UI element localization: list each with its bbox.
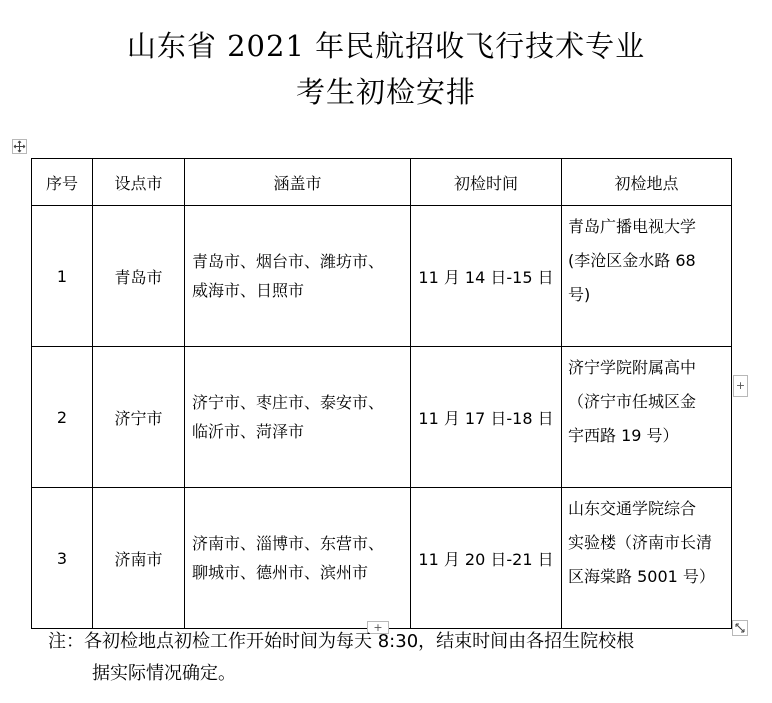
cell-inspection-time: 11 月 17 日-18 日 [411, 347, 562, 488]
cell-serial-no: 1 [32, 206, 93, 347]
cell-inspection-time: 11 月 20 日-21 日 [411, 488, 562, 629]
footnote-line-1: 注：各初检地点初检工作开始时间为每天 8:30，结束时间由各招生院校根 [48, 631, 635, 652]
table-row [32, 488, 732, 629]
header-serial-no: 序号 [32, 159, 93, 206]
header-site-city: 设点市 [93, 159, 185, 206]
location-line: 号) [568, 285, 591, 304]
location-line: 山东交通学院综合 [568, 499, 697, 518]
inspection-schedule-table [31, 158, 732, 629]
cell-inspection-time: 11 月 14 日-15 日 [411, 206, 562, 347]
location-line: 实验楼（济南市长清 [568, 533, 713, 552]
cell-covered-cities [185, 206, 411, 347]
table-row [32, 206, 732, 347]
cell-site-city: 济南市 [93, 488, 185, 629]
move-icon [13, 140, 26, 153]
cell-site-city: 青岛市 [93, 206, 185, 347]
location-line: 宇西路 19 号） [568, 426, 679, 445]
cell-serial-no: 2 [32, 347, 93, 488]
document-title-line-2: 考生初检安排 [295, 75, 476, 109]
location-line: （济宁市任城区金 [568, 392, 697, 411]
covered-line: 青岛市、烟台市、潍坊市、 [192, 252, 385, 271]
cell-covered-cities [185, 488, 411, 629]
covered-line: 济南市、淄博市、东营市、 [192, 534, 385, 553]
location-line: (李沧区金水路 68 [568, 251, 696, 270]
location-line: 青岛广播电视大学 [568, 217, 697, 236]
cell-inspection-location [562, 347, 732, 488]
table-row [32, 347, 732, 488]
location-line: 济宁学院附属高中 [568, 358, 697, 377]
header-inspection-location: 初检地点 [562, 159, 732, 206]
cell-inspection-location [562, 206, 732, 347]
location-line: 区海棠路 5001 号） [568, 567, 715, 586]
header-covered-cities: 涵盖市 [185, 159, 411, 206]
table-header-row [32, 159, 732, 206]
footnote [48, 626, 738, 690]
add-column-plus-icon[interactable]: + [733, 375, 748, 397]
covered-line: 威海市、日照市 [192, 281, 305, 300]
covered-line: 济宁市、枣庄市、泰安市、 [192, 393, 385, 412]
add-row-plus-icon[interactable]: + [367, 621, 389, 634]
table-move-handle-icon[interactable] [12, 139, 27, 154]
footnote-line-2: 据实际情况确定。 [92, 663, 236, 684]
cell-inspection-location [562, 488, 732, 629]
cell-site-city: 济宁市 [93, 347, 185, 488]
covered-line: 聊城市、德州市、滨州市 [192, 563, 369, 582]
cell-covered-cities [185, 347, 411, 488]
covered-line: 临沂市、菏泽市 [192, 422, 305, 441]
document-title-line-1: 山东省 2021 年民航招收飞行技术专业 [126, 29, 646, 63]
cell-serial-no: 3 [32, 488, 93, 629]
header-inspection-time: 初检时间 [411, 159, 562, 206]
